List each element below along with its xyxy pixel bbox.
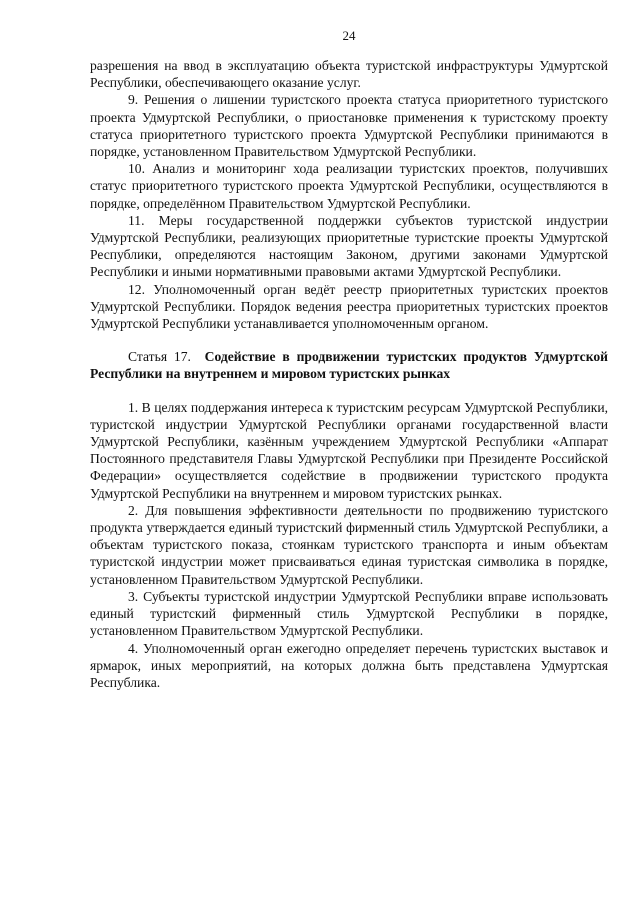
paragraph-item-1: 1. В целях поддержания интереса к туристским ресурсам Удмуртской Республики, туристской индустрии Удмуртской Республики органами государственной власти Удмуртской Республики, казённым учреждением Удмуртской Республики «Аппарат Постоянного представителя Главы Удмуртской Республики при Президенте Российской Федерации» осуществляется содействие в продвижении туристского продукта Удмуртской Республики на внутреннем и мировом туристских рынках.: [90, 399, 608, 501]
paragraph-continuation: разрешения на ввод в эксплуатацию объекта туристской инфраструктуры Удмуртской Республики, обеспечивающего оказание услуг.: [90, 58, 608, 91]
paragraph-item-9: 9. Решения о лишении туристского проекта статуса приоритетного туристского проекта Удмуртской Республики, о приостановке применения к туристскому проекту статуса приоритетного туристского проекта Удмуртской Республики принимаются в порядке, установленном Правительством Удмуртской Республики.: [90, 92, 608, 160]
paragraphs-after: [90, 399, 608, 691]
paragraphs-before: [90, 57, 608, 332]
article-title: Содействие в продвижении туристских продуктов Удмуртской Республики на внутреннем и мировом туристских рынках: [90, 349, 608, 382]
page-number: 24: [342, 28, 356, 43]
paragraph-item-12: 12. Уполномоченный орган ведёт реестр приоритетных туристских проектов Удмуртской Республики. Порядок ведения реестра приоритетных туристских проектов Удмуртской Республики устанавливается уполномоченным органом.: [90, 281, 608, 332]
article-number: Статья 17.: [128, 349, 191, 365]
article-heading: [90, 348, 608, 382]
document-page: [90, 28, 608, 691]
paragraph-item-4: 4. Уполномоченный орган ежегодно определяет перечень туристских выставок и ярмарок, иных мероприятий, на которых должна быть представлена Удмуртская Республика.: [90, 640, 608, 690]
paragraph-item-2: 2. Для повышения эффективности деятельности по продвижению туристского продукта утверждается единый туристский фирменный стиль Удмуртской Республики, а объектам туристского показа, стоянкам туристского транспорта и иным объектам туристской индустрии может присваиваться единая туристская символика в порядке, установленном Правительством Удмуртской Республики.: [90, 502, 608, 587]
paragraph-item-3: 3. Субъекты туристской индустрии Удмуртской Республики вправе использовать единый туристский фирменный стиль Удмуртской Республики в порядке, установленном Правительством Удмуртской Республики.: [90, 588, 608, 639]
paragraph-item-10: 10. Анализ и мониторинг хода реализации туристских проектов, получивших статус приоритетного туристского проекта Удмуртской Республики, осуществляются в порядке, определённом Правительством Удмуртской Республики.: [90, 161, 608, 211]
paragraph-item-11: 11. Меры государственной поддержки субъектов туристской индустрии Удмуртской Республики, реализующих приоритетные туристские проекты Удмуртской Республики, определяются настоящим Законом, другими законами Удмуртской Республики и иными нормативными правовыми актами Удмуртской Республики.: [90, 212, 608, 280]
